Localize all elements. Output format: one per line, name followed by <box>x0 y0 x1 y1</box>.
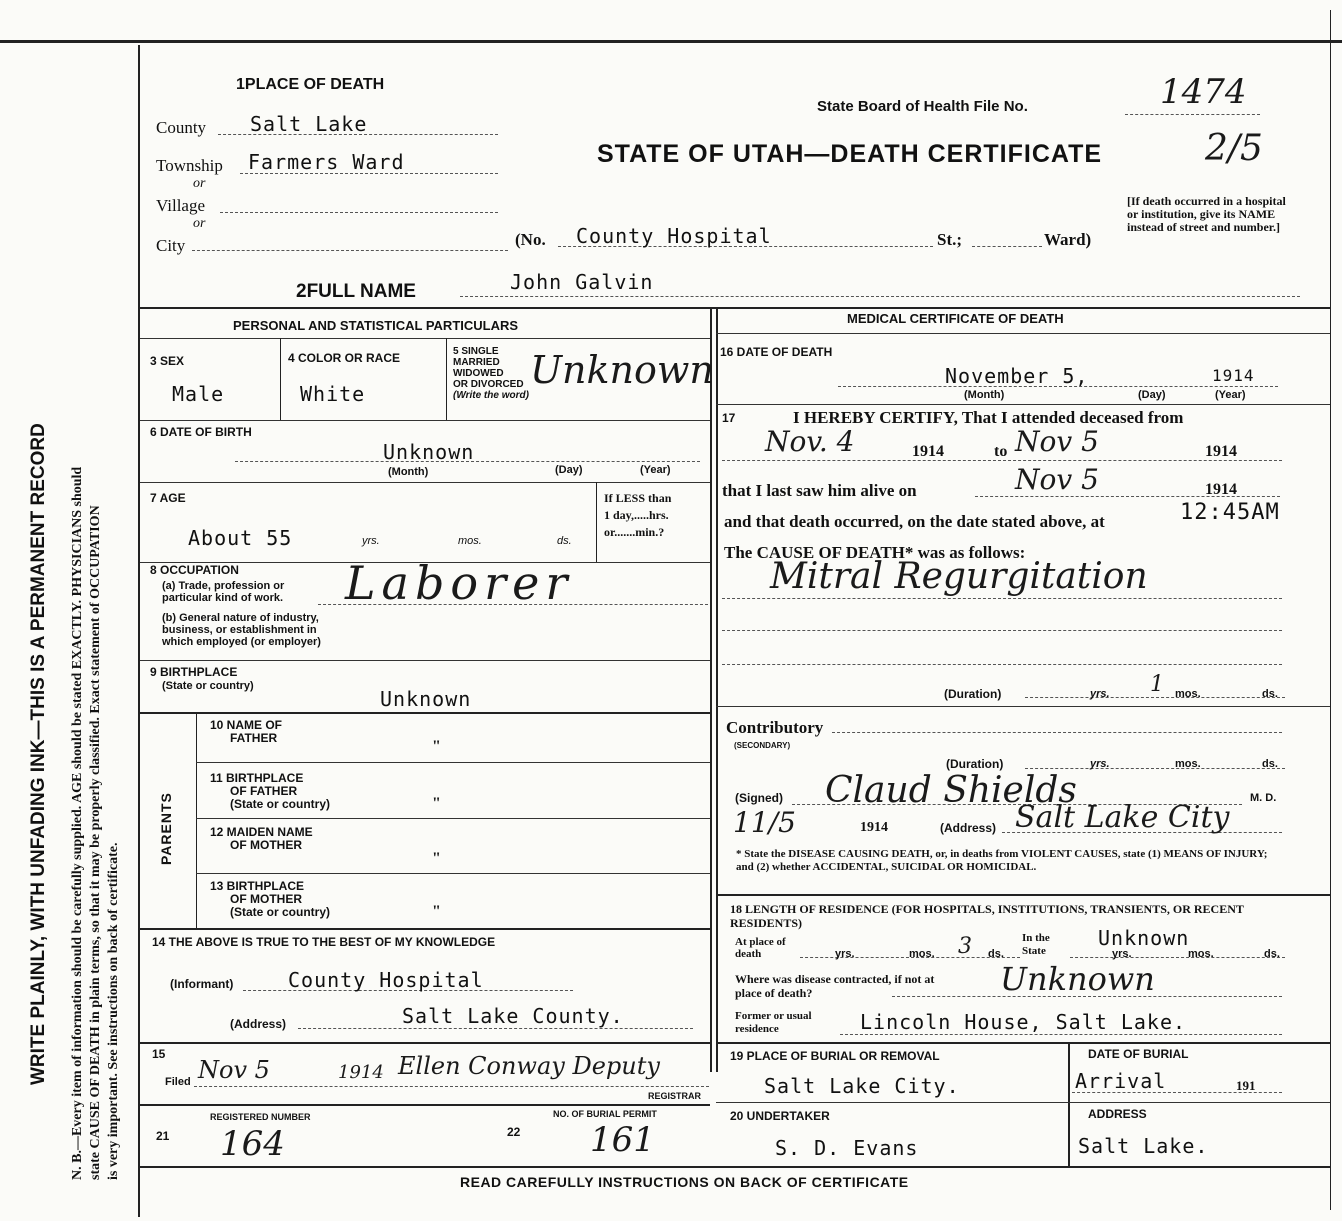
age-divider <box>596 482 597 562</box>
row4-rule <box>140 482 710 483</box>
age-mos: mos. <box>458 535 482 547</box>
burial-permit-label: NO. OF BURIAL PERMIT <box>553 1109 657 1119</box>
frame-top <box>140 307 1330 309</box>
undertaker-value: S. D. Evans <box>775 1136 919 1160</box>
dod-label: 16 DATE OF DEATH <box>720 345 833 359</box>
dob-month-label: (Month) <box>388 466 429 478</box>
informant-address-value: Salt Lake County. <box>402 1004 624 1028</box>
informant-address-label: (Address) <box>230 1017 287 1031</box>
parents-label: PARENTS <box>158 792 174 865</box>
father-bp-label: 11 BIRTHPLACE OF FATHER (State or country) <box>210 771 331 811</box>
from-date: Nov. 4 <box>765 425 855 458</box>
full-name-line <box>460 296 1300 297</box>
at-place-label: At place of death <box>735 936 786 960</box>
county-label: County <box>156 118 207 137</box>
duration-label: (Duration) <box>944 687 1002 701</box>
city-line <box>192 250 508 251</box>
certificate-title: STATE OF UTAH—DEATH CERTIFICATE <box>597 140 1103 168</box>
father-bp-ditto: " <box>432 795 441 812</box>
marital-value: Unknown <box>530 348 714 392</box>
former-residence-value: Lincoln House, Salt Lake. <box>860 1010 1187 1034</box>
reg-top-rule <box>140 1104 710 1106</box>
margin-note-3: is very important. See instructions on back of certificate. <box>106 842 121 1180</box>
registrar-label: REGISTRAR <box>648 1091 702 1101</box>
in-state-ds: ds. <box>1264 948 1280 960</box>
physician-address-value: Salt Lake City <box>1015 800 1230 835</box>
dod-month-lbl: (Month) <box>964 389 1005 401</box>
in-state-line <box>1070 957 1285 958</box>
cause-line-1 <box>722 598 1282 599</box>
dod-year: 1914 <box>1212 366 1255 385</box>
undertaker-address-value: Salt Lake. <box>1078 1134 1209 1158</box>
signed-label: (Signed) <box>735 791 783 805</box>
less-than-day: If LESS than 1 day,.....hrs. or.......min.? <box>604 491 672 539</box>
father-name-ditto: " <box>432 738 441 755</box>
physician-signature: Claud Shields <box>825 770 1077 811</box>
or-1: or <box>193 176 206 191</box>
informant-label: (Informant) <box>170 977 234 991</box>
mother-name-label: 12 MAIDEN NAME OF MOTHER <box>210 825 313 852</box>
signed-year: 1914 <box>860 820 888 835</box>
burial-permit-id: 22 <box>507 1125 521 1139</box>
dod-rule <box>716 404 1330 405</box>
row3-rule <box>140 420 710 421</box>
duration-line <box>1025 697 1285 698</box>
contracted-value: Unknown <box>1000 960 1155 998</box>
at-place-ds: ds. <box>988 948 1004 960</box>
right-border <box>1330 10 1331 1210</box>
filed-num: 15 <box>152 1047 166 1061</box>
burial-date-value: Arrival <box>1075 1069 1167 1093</box>
township-label: Township <box>156 156 223 175</box>
in-state-mos: mos. <box>1188 948 1214 960</box>
secondary-label: (SECONDARY) <box>734 741 791 750</box>
cause-line-2 <box>722 630 1282 631</box>
time-value: 12:45AM <box>1180 500 1280 525</box>
dod-day-lbl: (Day) <box>1138 389 1166 401</box>
contributory-duration-line <box>1025 768 1285 769</box>
in-state-label: In the State <box>1022 932 1050 957</box>
mother-rule <box>196 873 710 874</box>
village-label: Village <box>156 196 206 215</box>
occupation-a: (a) Trade, profession or particular kind of work. <box>162 580 285 604</box>
cause-footnote: * State the DISEASE CAUSING DEATH, or, in deaths from VIOLENT CAUSES, state (1) MEANS OF INJURY; and (2) whether ACCIDENTAL, SUICIDAL OR HOMICIDAL. <box>736 848 1268 873</box>
place-of-death-label: 1PLACE OF DEATH <box>236 76 385 93</box>
medical-heading-rule <box>716 333 1330 334</box>
to-year: 1914 <box>1205 443 1237 460</box>
margin-note-1: N. B.—Every item of information should be carefully supplied. AGE should be stated EXACTLY. PHYSICIANS should <box>70 466 85 1180</box>
filed-date: Nov 5 <box>198 1056 270 1084</box>
burial-divider <box>1068 1042 1070 1166</box>
filed-label: Filed <box>165 1076 191 1088</box>
footer-instructions: READ CAREFULLY INSTRUCTIONS ON BACK OF CERTIFICATE <box>460 1174 909 1190</box>
personal-heading: PERSONAL AND STATISTICAL PARTICULARS <box>233 318 519 333</box>
parents-top-rule <box>140 712 710 714</box>
file-annotation: 2/5 <box>1205 128 1263 169</box>
contributory-duration-label: (Duration) <box>946 757 1004 771</box>
undertaker-top-rule <box>716 1102 1330 1103</box>
contributory-yrs: yrs. <box>1090 758 1110 770</box>
cause-label: The CAUSE OF DEATH* was as follows: <box>724 543 1026 562</box>
township-value: Farmers Ward <box>248 150 405 174</box>
contributory-label: Contributory <box>726 718 824 737</box>
sex-value: Male <box>172 382 225 406</box>
frame-bottom <box>140 1166 1330 1168</box>
undertaker-label: 20 UNDERTAKER <box>730 1109 830 1123</box>
father-rule <box>196 762 710 763</box>
father-name-label: 10 NAME OF FATHER <box>210 718 283 745</box>
md-label: M. D. <box>1250 792 1277 804</box>
from-year: 1914 <box>912 443 944 460</box>
burial-top-rule <box>716 1042 1330 1044</box>
mother-name-ditto: " <box>432 850 441 867</box>
parents-divider <box>196 712 197 928</box>
age-value: About 55 <box>188 526 293 550</box>
duration-yrs: yrs. <box>1090 688 1110 700</box>
residence-top-rule <box>716 894 1330 896</box>
dob-day-label: (Day) <box>555 464 583 476</box>
ward-label: Ward) <box>1044 230 1092 249</box>
mother-bp-label: 13 BIRTHPLACE OF MOTHER (State or country) <box>210 879 331 919</box>
duration-mos: mos. <box>1175 688 1201 700</box>
age-ds: ds. <box>557 535 572 547</box>
dod-value: November 5, <box>945 364 1089 388</box>
color-divider <box>446 338 447 420</box>
contributory-mos: mos. <box>1175 758 1201 770</box>
burial-date-label: DATE OF BURIAL <box>1088 1047 1189 1061</box>
at-place-yrs: yrs. <box>835 948 855 960</box>
village-line <box>220 212 498 213</box>
margin-note-2: state CAUSE OF DEATH in plain terms, so that it may be properly classified. Exact statement of OCCUPATION <box>88 505 103 1180</box>
file-no-label: State Board of Health File No. <box>817 98 1028 115</box>
file-no-value: 1474 <box>1160 72 1247 112</box>
city-label: City <box>156 236 186 255</box>
informant-value: County Hospital <box>288 968 484 992</box>
death-occurred-text: and that death occurred, on the date stated above, at <box>724 512 1105 531</box>
occupation-label: 8 OCCUPATION <box>150 563 239 577</box>
contracted-label: Where was disease contracted, if not at place of death? <box>735 972 935 1000</box>
burial-place-value: Salt Lake City. <box>764 1074 960 1098</box>
informant-address-line <box>298 1028 693 1029</box>
county-value: Salt Lake <box>250 112 368 136</box>
parents-bottom-rule <box>140 928 710 930</box>
residence-label: 18 LENGTH OF RESIDENCE (FOR HOSPITALS, INSTITUTIONS, TRANSIENTS, OR RECENT RESIDENTS) <box>730 902 1244 930</box>
dob-value: Unknown <box>383 440 475 464</box>
burial-permit-value: 161 <box>590 1120 655 1160</box>
occupation-line <box>318 604 708 605</box>
dod-year-lbl: (Year) <box>1215 389 1246 401</box>
registrar-signature: Ellen Conway Deputy <box>398 1052 660 1080</box>
true-statement: 14 THE ABOVE IS TRUE TO THE BEST OF MY KNOWLEDGE <box>152 935 496 949</box>
medical-heading: MEDICAL CERTIFICATE OF DEATH <box>847 311 1064 326</box>
center-divider <box>710 307 712 1072</box>
full-name-value: John Galvin <box>510 270 654 294</box>
in-state-yrs: yrs. <box>1112 948 1132 960</box>
burial-year: 191 <box>1236 1078 1256 1093</box>
physician-address-label: (Address) <box>940 821 997 835</box>
signed-date: 11/5 <box>733 806 796 839</box>
cause-value: Mitral Regurgitation <box>770 556 1148 597</box>
dob-label: 6 DATE OF BIRTH <box>150 425 252 439</box>
age-label: 7 AGE <box>150 491 186 505</box>
birthplace-value: Unknown <box>380 687 472 711</box>
certify-num: 17 <box>722 411 736 425</box>
to-label: to <box>994 443 1008 460</box>
age-yrs: yrs. <box>362 535 380 547</box>
burial-place-label: 19 PLACE OF BURIAL OR REMOVAL <box>730 1049 940 1063</box>
hospital-note: [If death occurred in a hospital or institution, give its NAME instead of street and number.] <box>1127 194 1286 234</box>
filed-line <box>194 1086 709 1087</box>
sex-label: 3 SEX <box>150 354 185 368</box>
duration-mos-value: 1 <box>1150 672 1164 697</box>
center-divider-2 <box>716 307 718 1072</box>
st-label: St.; <box>937 230 963 249</box>
top-border <box>0 40 1342 43</box>
to-date: Nov 5 <box>1015 425 1099 458</box>
father-bp-rule <box>196 818 710 819</box>
certify-text: I HEREBY CERTIFY, That I attended deceased from <box>793 408 1184 427</box>
margin-permanent-record: WRITE PLAINLY, WITH UNFADING INK—THIS IS A PERMANENT RECORD <box>28 423 49 1085</box>
address-value: County Hospital <box>576 224 772 248</box>
duration-ds: ds. <box>1262 688 1278 700</box>
undertaker-address-label: ADDRESS <box>1088 1107 1147 1121</box>
marital-label: 5 SINGLE MARRIED WIDOWED OR DIVORCED (Write the word) <box>453 346 529 401</box>
reg-number-label: REGISTERED NUMBER <box>210 1112 311 1122</box>
last-saw-text: that I last saw him alive on <box>722 481 917 500</box>
color-label: 4 COLOR OR RACE <box>288 351 401 365</box>
color-value: White <box>300 382 366 406</box>
filed-year: 1914 <box>338 1062 384 1083</box>
or-2: or <box>193 216 206 231</box>
st-line <box>972 246 1042 247</box>
full-name-label: 2FULL NAME <box>296 281 416 302</box>
filed-top-rule <box>140 1042 710 1044</box>
last-saw-date: Nov 5 <box>1015 463 1099 496</box>
personal-heading-rule <box>140 338 710 339</box>
row6-rule <box>140 660 710 661</box>
cause-line-3 <box>722 664 1282 665</box>
in-state-value: Unknown <box>1098 926 1190 950</box>
contributory-line <box>832 732 1282 733</box>
duration-rule <box>716 706 1330 707</box>
at-place-mos: mos. <box>909 948 935 960</box>
at-place-ds-value: 3 <box>958 934 972 959</box>
last-saw-year: 1914 <box>1205 481 1237 498</box>
reg-num-id: 21 <box>156 1129 170 1143</box>
birthplace-label: 9 BIRTHPLACE <box>150 665 238 679</box>
contributory-ds: ds. <box>1262 758 1278 770</box>
file-no-line <box>1125 114 1260 115</box>
occupation-b: (b) General nature of industry, business, or establishment in which employed (or employer) <box>162 612 321 648</box>
sex-divider <box>280 338 281 420</box>
former-residence-label: Former or usual residence <box>735 1010 812 1035</box>
reg-number-value: 164 <box>220 1124 285 1164</box>
no-label: (No. <box>515 230 546 249</box>
birthplace-sub: (State or country) <box>162 680 254 692</box>
occupation-value: Laborer <box>345 556 574 610</box>
mother-bp-ditto: " <box>432 903 441 920</box>
dob-year-label: (Year) <box>640 464 671 476</box>
former-residence-line <box>840 1034 1282 1035</box>
